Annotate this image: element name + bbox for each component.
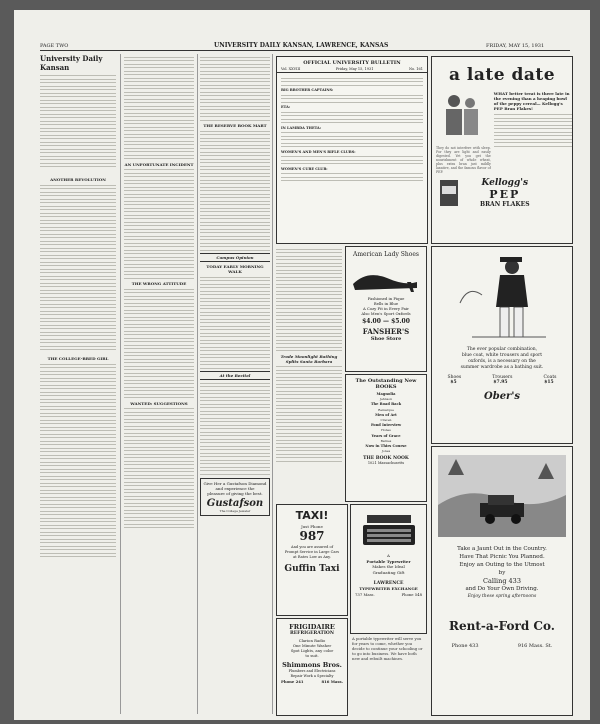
frigidaire-title: FRIGIDAIRE xyxy=(289,623,335,631)
frigidaire-line-1: Clarion Radio xyxy=(298,638,326,643)
frigidaire-line-5: Plumbers and Electricians xyxy=(288,669,336,673)
column-3-body-1 xyxy=(200,131,270,251)
page-number: PAGE TWO xyxy=(40,43,69,49)
issue-date: FRIDAY, MAY 15, 1931 xyxy=(486,43,545,49)
column-rule-2 xyxy=(197,54,198,714)
bulletin-volume: Vol. XXVIII xyxy=(281,67,301,71)
column-3-body-3 xyxy=(200,383,270,475)
kelloggs-copy: WHAT better treat is there late in the evening than a heaping bowl of the peppy cereal— Kellogg's PEP Bran Flakes! xyxy=(493,91,570,111)
frigidaire-address: 816 Mass. xyxy=(321,679,343,684)
obers-header-coats: Coats xyxy=(543,375,557,380)
book-title-5: Years of Grace xyxy=(371,433,401,438)
kelloggs-product: PEP xyxy=(489,188,521,201)
kelloggs-wordmark xyxy=(480,178,530,208)
rent-a-ford-ad xyxy=(431,446,573,716)
column-3-body-2 xyxy=(200,277,270,369)
kelloggs-product-sub: BRAN FLAKES xyxy=(480,201,530,208)
column-3-headline-1: THE RESERVE BOOK MART xyxy=(203,123,267,128)
book-author-3: Craven xyxy=(380,418,392,423)
editorial-column xyxy=(40,54,116,714)
obers-line-2: blue coat, white trousers and sport xyxy=(461,353,543,358)
taxi-headline: TAXI! xyxy=(295,509,329,522)
rent-a-ford-contact xyxy=(432,643,572,649)
guffin-taxi-ad xyxy=(276,504,348,616)
rent-a-ford-address: 916 Mass. St. xyxy=(517,643,553,649)
news-column-3 xyxy=(200,54,270,714)
fansher-store-name: FANSHER'S xyxy=(362,327,410,336)
taxi-line-2: Prompt Service in Large Cars xyxy=(284,550,340,554)
typewriter-company-1: LAWRENCE xyxy=(373,581,404,586)
rent-a-ford-line-6: and Do Your Own Driving. xyxy=(465,586,539,592)
book-nook-address: 1021 Massachusetts xyxy=(367,461,405,466)
taxi-copy xyxy=(277,545,347,560)
gustafson-tagline: The College Jeweler xyxy=(219,508,251,513)
kelloggs-right xyxy=(491,91,572,174)
obers-price-shoes: $5 xyxy=(450,380,457,385)
taxi-phone-number: 987 xyxy=(299,529,325,543)
editorial-headline-2: THE COLLEGE-BRED GIRL xyxy=(47,356,109,361)
campus-opinion-head: Campus Opinion xyxy=(200,253,270,262)
book-author-2: Remarque xyxy=(378,407,394,412)
frigidaire-contact xyxy=(277,678,347,685)
typewriter-phone: Phone 548 xyxy=(401,592,422,597)
column-2-body-1 xyxy=(124,169,194,279)
typewriter-note: A portable typewriter will serve you for years to come, whether you decide to continue your schooling or to go into business. We have both new and rebuilt machines. xyxy=(352,636,423,661)
column-rule-3 xyxy=(272,54,273,714)
typewriter-address: 737 Mass. xyxy=(355,592,375,597)
car-scene-illustration-icon xyxy=(438,455,566,537)
obers-line-1: The ever popular combination, xyxy=(466,347,538,352)
gustafson-line-3: pleasure of giving the best. xyxy=(207,490,263,496)
frigidaire-subtitle: REFRIGERATION xyxy=(290,631,334,636)
obers-prices xyxy=(432,380,572,385)
bulletin-item-4: WOMEN'S AND MEN'S RIFLE CLUBS: xyxy=(281,149,356,154)
fansher-price: $4.00 — $5.00 xyxy=(362,318,410,325)
newspaper-page xyxy=(14,10,590,720)
shoe-illustration-icon xyxy=(347,260,425,294)
fansher-line-3: A Cozy Fit in Every Pair xyxy=(363,306,409,311)
book-title-2: The Road Back xyxy=(370,402,402,407)
bulletin-meta xyxy=(277,66,427,73)
taxi-phone-label: Just Phone xyxy=(301,524,323,529)
editorial-body-1 xyxy=(40,185,116,351)
column-2-headline-3: WANTED: SUGGESTIONS xyxy=(130,400,188,406)
book-title-6: Now in Thirs Course xyxy=(365,444,407,449)
book-title-4: Fond Interview xyxy=(370,423,402,428)
books-title: The Outstanding New BOOKS xyxy=(355,378,417,390)
bulletin-item-5: WOMEN'S CUBE CLUB: xyxy=(281,166,328,171)
column-2-headline-2: THE WRONG ATTITUDE xyxy=(131,281,187,286)
book-title-3: Men of Art xyxy=(375,412,397,417)
fansher-copy xyxy=(346,296,426,316)
typewriter-exchange-ad xyxy=(350,504,427,634)
fansher-title: American Lady Shoes xyxy=(353,251,419,258)
kelloggs-brand xyxy=(432,178,572,208)
book-author-5: Barnes xyxy=(380,438,392,443)
book-title-1: Magnolia xyxy=(376,392,396,396)
column-2-body-2 xyxy=(124,289,194,399)
column-3-body-top xyxy=(200,57,270,121)
frigidaire-services xyxy=(277,669,347,678)
frigidaire-line-2: One Minute Washer xyxy=(292,643,332,648)
fansher-line-4: Also Men's Sport Oxfords xyxy=(361,311,411,316)
bulletin-notice-1 xyxy=(281,95,423,103)
editorial-headline-1: ANOTHER REVOLUTION xyxy=(50,177,106,182)
obers-line-3: oxfords, is a necessary on the xyxy=(468,359,536,364)
fansher-store-type: Shoe Store xyxy=(370,336,402,342)
fansher-line-1: Fashioned in Pique xyxy=(367,296,405,301)
column-2-body-3 xyxy=(124,408,194,528)
bulletin-notice-intro xyxy=(281,78,423,86)
rent-a-ford-copy xyxy=(432,545,572,601)
rent-a-ford-line-7: Enjoy these spring afternoons xyxy=(467,594,537,599)
typewriter-contact xyxy=(351,591,426,598)
cereal-box-icon xyxy=(438,178,460,208)
obers-price-coats: $15 xyxy=(544,380,554,385)
taxi-line-3: at Rates Low as Any. xyxy=(293,555,331,559)
official-bulletin xyxy=(276,56,428,244)
gustafson-line-2: and experience the xyxy=(215,485,255,491)
column-2-body-top xyxy=(124,57,194,160)
frigidaire-line-3: Spot Lights, any color xyxy=(290,648,334,653)
typewriter-copy xyxy=(351,553,426,575)
bulletin-item-3: IN LAMBDA THETA: xyxy=(281,125,322,130)
gustafson-logo: Gustafson xyxy=(206,497,264,509)
fansher-shoes-ad xyxy=(345,246,427,372)
kelloggs-body xyxy=(432,91,572,174)
books-list xyxy=(346,392,426,454)
obers-clothing-ad xyxy=(431,246,573,444)
bulletin-notice-5 xyxy=(281,173,423,181)
rent-a-ford-line-1: Take a Jaunt Out in the Country. xyxy=(457,546,547,552)
kelloggs-copy-body xyxy=(494,114,572,147)
rent-a-ford-line-2: Have That Picnic You Planned. xyxy=(459,554,545,560)
taxi-line-1: And you are assured of xyxy=(290,545,334,549)
kelloggs-logo: Kellogg's xyxy=(481,178,529,188)
column-3-headline-2: TODAY EARLY MORNING WALK xyxy=(206,264,264,274)
bulletin-title: OFFICIAL UNIVERSITY BULLETIN xyxy=(303,60,401,66)
book-nook-ad xyxy=(345,374,427,502)
bulletin-item-1: BIG BROTHER CAPTAINS: xyxy=(281,88,334,92)
rent-a-ford-line-4: by xyxy=(498,570,506,576)
typewriter-company-2: TYPEWRITER EXCHANGE xyxy=(359,586,418,591)
bulletin-notice-3 xyxy=(281,132,423,147)
shimmons-frigidaire-ad xyxy=(276,618,348,716)
frigidaire-line-6: Repair Work a Specialty xyxy=(290,673,334,678)
typewriter-illustration-icon xyxy=(359,513,419,551)
book-author-4: Hobes xyxy=(381,428,391,433)
bulletin-date: Friday, May 15, 1931 xyxy=(335,67,374,71)
gentleman-illustration-icon xyxy=(442,253,562,343)
rent-a-ford-name: Rent-a-Ford Co. xyxy=(449,619,555,633)
recital-head: At the Recital xyxy=(200,371,270,380)
couple-illustration-icon xyxy=(436,91,488,139)
fansher-line-2: Bells in Blue xyxy=(373,301,399,306)
typewriter-line-4: Graduating Gift xyxy=(372,569,405,575)
bulletin-number: No. 161 xyxy=(408,67,423,71)
book-author-1: Jehnson xyxy=(379,397,393,402)
obers-copy xyxy=(432,347,572,371)
nameplate: University Daily Kansan xyxy=(40,54,103,72)
kelloggs-pep-ad xyxy=(431,56,573,244)
staff-box xyxy=(40,75,116,167)
bulletin-notice-4 xyxy=(281,156,423,164)
gustafson-ad xyxy=(200,478,270,516)
bulletin-item-2: ETA: xyxy=(281,105,291,109)
rent-a-ford-line-3: Enjoy an Outing to the Utmost xyxy=(459,562,545,568)
typewriter-line-1: A xyxy=(387,553,390,558)
frigidaire-company: Shimmons Bros. xyxy=(282,661,342,669)
obers-price-trousers: $7.95 xyxy=(493,380,508,385)
column-4-body-top xyxy=(276,249,342,352)
news-column-4 xyxy=(276,246,342,496)
column-2-headline-1: AN UNFORTUNATE INCIDENT xyxy=(124,161,194,167)
rent-a-ford-phone: Phone 433 xyxy=(451,643,479,649)
frigidaire-copy xyxy=(277,638,347,658)
column-rule-1 xyxy=(120,54,121,714)
kelloggs-note: They do not interfere with sleep. For they are light and easily digested. Yet you get the nourishment of whole wheat, plus extra bran just mildly laxative, and the famous flavor of PEP. xyxy=(436,146,491,174)
obers-line-4: summer wardrobe as a bathing suit. xyxy=(460,365,544,370)
rent-a-ford-line-5: Calling 433 xyxy=(483,577,521,585)
gustafson-line-1: Give Her a Gustafson Diamond xyxy=(203,480,267,486)
book-nook-name: THE BOOK NOOK xyxy=(363,456,409,462)
typewriter-line-2: Portable Typewriter xyxy=(366,558,411,564)
header-rule xyxy=(40,50,570,51)
book-author-6: Jones xyxy=(381,449,391,454)
taxi-company-name: Guffin Taxi xyxy=(284,564,340,574)
column-4-body xyxy=(276,366,342,462)
kelloggs-left xyxy=(432,91,491,174)
bulletin-notice-2 xyxy=(281,112,423,124)
obers-logo: Ober's xyxy=(483,391,521,402)
kelloggs-headline: a late date xyxy=(448,65,556,85)
masthead: UNIVERSITY DAILY KANSAN, LAWRENCE, KANSAS xyxy=(214,42,389,49)
bulletin-body xyxy=(277,73,427,186)
typewriter-line-3: Makes the Ideal xyxy=(372,564,405,569)
column-4-headline: Trade Moonlight Bathing Splits Santa Barbara xyxy=(280,353,338,364)
obers-header-shoes: Shoes xyxy=(447,375,462,380)
editorial-body-2 xyxy=(40,364,116,558)
frigidaire-line-4: to suit. xyxy=(305,653,319,658)
obers-header-trousers: Trousers xyxy=(492,375,513,380)
news-column-2 xyxy=(124,54,194,714)
frigidaire-phone: Phone 241 xyxy=(281,679,304,684)
